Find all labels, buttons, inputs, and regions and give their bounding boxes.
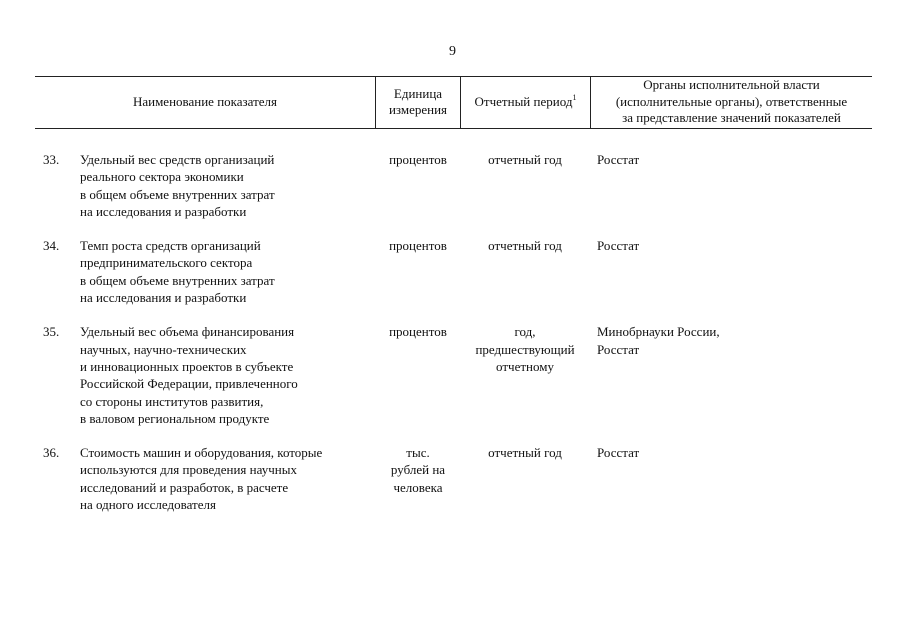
unit-of-measure: [376, 444, 460, 496]
header-name-text: Наименование показателя: [132, 93, 278, 109]
indicator-name-line: в общем объеме внутренних затрат: [80, 186, 275, 202]
indicator-name-line: на исследования и разработки: [80, 203, 247, 219]
indicator-name-line: Удельный вес средств организаций: [80, 152, 275, 167]
unit-line: процентов: [389, 238, 447, 254]
table-body: [35, 151, 872, 530]
indicator-name-line: в общем объеме внутренних затрат: [80, 272, 275, 288]
organ-line: Росстат: [597, 341, 640, 357]
indicator-name-line: со стороны институтов развития,: [80, 393, 264, 409]
header-unit-line: Единица: [393, 85, 443, 101]
period-line: отчетному: [496, 358, 554, 374]
indicator-name-line: реального сектора экономики: [80, 169, 244, 185]
row-number: 33.: [43, 152, 60, 167]
indicator-name-line: и инновационных проектов в субъекте: [80, 358, 294, 374]
header-bottom-rule: [35, 128, 872, 129]
reporting-period: [461, 444, 589, 461]
organ-line: Росстат: [597, 445, 640, 461]
page-number: 9: [449, 44, 456, 59]
header-unit-line: измерения: [388, 102, 448, 117]
reporting-period: [461, 237, 589, 254]
organ-line: Минобрнауки России,: [597, 324, 720, 340]
header-organs-line: за представление значений показателей: [622, 110, 841, 126]
responsible-organ: [597, 444, 872, 461]
indicator-name: [80, 151, 375, 220]
unit-line: процентов: [389, 324, 447, 340]
header-organs: [591, 76, 872, 128]
period-line: отчетный год: [488, 445, 562, 461]
indicator-name: [80, 237, 375, 306]
unit-of-measure: [376, 151, 460, 168]
indicator-name-line: используются для проведения научных: [80, 462, 297, 478]
indicator-name-line: предпринимательского сектора: [80, 255, 253, 271]
header-name: [35, 76, 375, 128]
table-row: [35, 323, 872, 427]
table-row: [35, 237, 872, 306]
unit-line: человека: [393, 479, 443, 495]
header-unit: [376, 76, 460, 128]
row-number: 36.: [43, 445, 60, 461]
unit-line: процентов: [389, 152, 447, 167]
indicator-name: [80, 444, 375, 513]
indicator-name-line: Стоимость машин и оборудования, которые: [80, 445, 323, 461]
indicator-name-line: на одного исследователя: [80, 497, 216, 513]
indicator-name: [80, 323, 375, 427]
reporting-period: [461, 323, 589, 375]
indicator-name-line: исследований и разработок, в расчете: [80, 479, 289, 495]
unit-of-measure: [376, 323, 460, 340]
header-organs-line: Органы исполнительной власти: [643, 77, 820, 93]
footnote-marker: 1: [572, 92, 577, 102]
indicator-name-line: Российской Федерации, привлеченного: [80, 376, 298, 392]
responsible-organ: [597, 151, 872, 168]
indicator-name-line: в валовом региональном продукте: [80, 410, 270, 426]
row-number: 34.: [43, 238, 60, 254]
indicator-name-line: Удельный вес объема финансирования: [80, 324, 295, 340]
organ-line: Росстат: [597, 238, 640, 254]
indicator-name-line: на исследования и разработки: [80, 290, 247, 306]
indicator-name-line: научных, научно-технических: [80, 341, 247, 357]
unit-line: тыс.: [406, 445, 430, 461]
organ-line: Росстат: [597, 152, 640, 167]
reporting-period: [461, 151, 589, 168]
responsible-organ: [597, 323, 872, 358]
indicator-name-line: Темп роста средств организаций: [80, 238, 261, 254]
period-line: предшествующий: [475, 341, 575, 357]
header-period: [461, 76, 590, 128]
unit-of-measure: [376, 237, 460, 254]
header-organs-line: (исполнительные органы), ответственные: [615, 93, 848, 109]
row-number: 35.: [43, 324, 60, 340]
table-row: [35, 151, 872, 220]
unit-line: рублей на: [390, 462, 446, 478]
period-line: отчетный год: [488, 238, 562, 254]
table-row: [35, 444, 872, 513]
header-period-text: Отчетный период: [474, 93, 573, 109]
period-line: отчетный год: [488, 152, 562, 167]
responsible-organ: [597, 237, 872, 254]
period-line: год,: [514, 324, 536, 340]
